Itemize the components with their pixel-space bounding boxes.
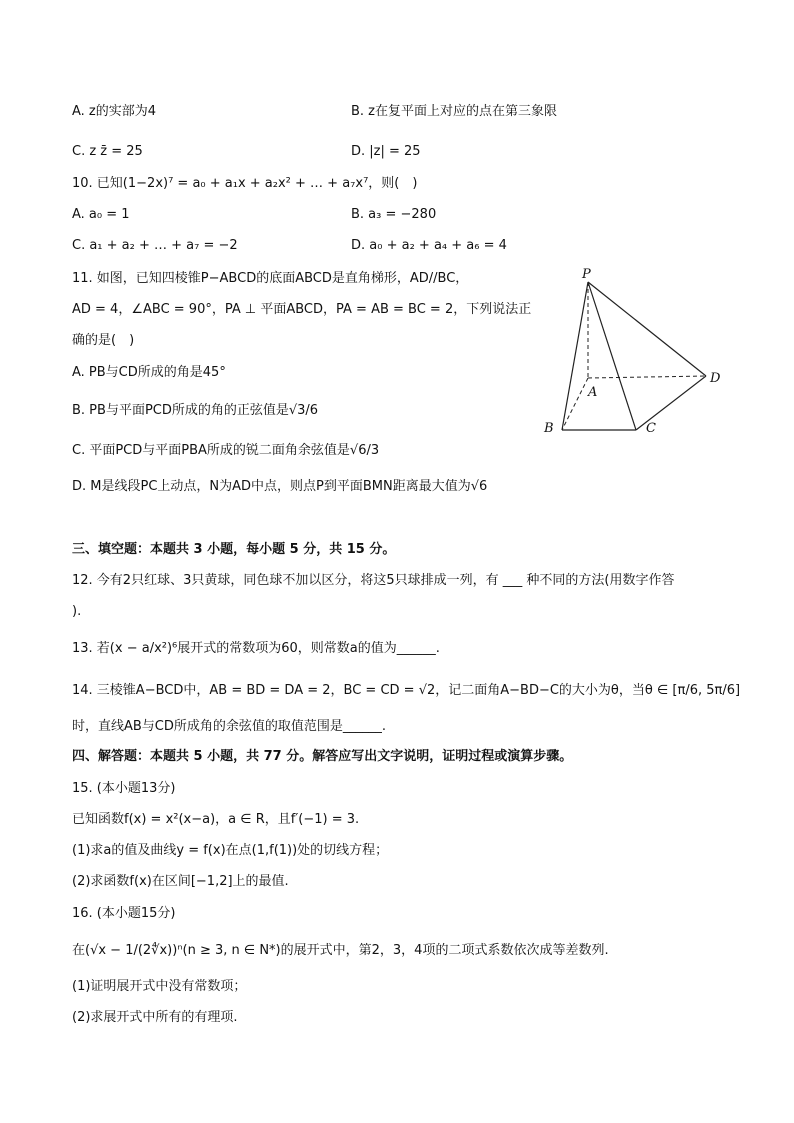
q11-stem-line2: AD = 4，∠ABC = 90°，PA ⊥ 平面ABCD，PA = AB = BC = 2，下列说法正 <box>72 302 532 317</box>
q11-option-d: D. M是线段PC上动点，N为AD中点，则点P到平面BMN距离最大值为√6 <box>72 479 488 494</box>
label-p: P <box>582 268 591 282</box>
pyramid-figure <box>538 268 728 440</box>
section4-heading: 四、解答题：本题共 5 小题，共 77 分。解答应写出文字说明，证明过程或演算步骤。 <box>72 749 573 764</box>
section3-heading: 三、填空题：本题共 3 小题，每小题 5 分，共 15 分。 <box>72 542 396 557</box>
label-c: C <box>646 421 656 436</box>
q15-stem: 已知函数f(x) = x²(x−a)，a ∈ R，且f′(−1) = 3. <box>72 812 360 827</box>
q11-option-a: A. PB与CD所成的角是45° <box>72 365 226 380</box>
q15-title: 15. (本小题13分) <box>72 781 176 796</box>
q11-option-b: B. PB与平面PCD所成的角的正弦值是√3/6 <box>72 403 319 418</box>
q10-option-b: B. a₃ = −280 <box>351 207 437 222</box>
q16-stem: 在(√x − 1/(2∜x))ⁿ(n ≥ 3, n ∈ N*)的展开式中，第2，3，4项的二项式系数依次成等差数列. <box>72 943 609 958</box>
q12-line1: 12. 今有2只红球、3只黄球，同色球不加以区分，将这5只球排成一列，有 ___ 种不同的方法(用数字作答 <box>72 573 675 588</box>
label-a: A <box>588 385 598 400</box>
q11-stem-line3: 确的是( ) <box>72 333 135 348</box>
q11-stem-line1: 11. 如图，已知四棱锥P−ABCD的底面ABCD是直角梯形，AD//BC， <box>72 271 469 286</box>
label-d: D <box>710 371 721 386</box>
q9-option-d: D. |z| = 25 <box>351 144 421 159</box>
edge-pb <box>562 282 588 430</box>
edge-ad <box>588 376 706 378</box>
q16-title: 16. (本小题15分) <box>72 906 176 921</box>
q9-option-a: A. z的实部为4 <box>72 104 157 119</box>
q14-line2: 时，直线AB与CD所成角的余弦值的取值范围是______. <box>72 719 387 734</box>
q12-line2: ). <box>72 604 82 619</box>
q10-option-a: A. a₀ = 1 <box>72 207 130 222</box>
q16-part2: (2)求展开式中所有的有理项. <box>72 1010 238 1025</box>
q13-stem: 13. 若(x − a/x²)⁶展开式的常数项为60，则常数a的值为______. <box>72 641 440 656</box>
q11-option-c: C. 平面PCD与平面PBA所成的锐二面角余弦值是√6/3 <box>72 443 380 458</box>
q9-option-c: C. z z̄ = 25 <box>72 144 143 159</box>
q16-part1: (1)证明展开式中没有常数项； <box>72 979 247 994</box>
q10-stem: 10. 已知(1−2x)⁷ = a₀ + a₁x + a₂x² + … + a₇x⁷，则( ) <box>72 176 418 191</box>
q10-option-d: D. a₀ + a₂ + a₄ + a₆ = 4 <box>351 238 507 253</box>
q15-part1: (1)求a的值及曲线y = f(x)在点(1,f(1))处的切线方程； <box>72 843 389 858</box>
label-b: B <box>544 421 554 436</box>
edge-pc <box>588 282 636 430</box>
q9-option-b: B. z在复平面上对应的点在第三象限 <box>351 104 558 119</box>
edge-pd <box>588 282 706 376</box>
q15-part2: (2)求函数f(x)在区间[−1,2]上的最值. <box>72 874 289 889</box>
q10-option-c: C. a₁ + a₂ + … + a₇ = −2 <box>72 238 238 253</box>
edge-ab <box>562 378 588 430</box>
q14-line1: 14. 三棱锥A−BCD中，AB = BD = DA = 2，BC = CD = √2，记二面角A−BD−C的大小为θ，当θ ∈ [π/6, 5π/6] <box>72 683 741 698</box>
